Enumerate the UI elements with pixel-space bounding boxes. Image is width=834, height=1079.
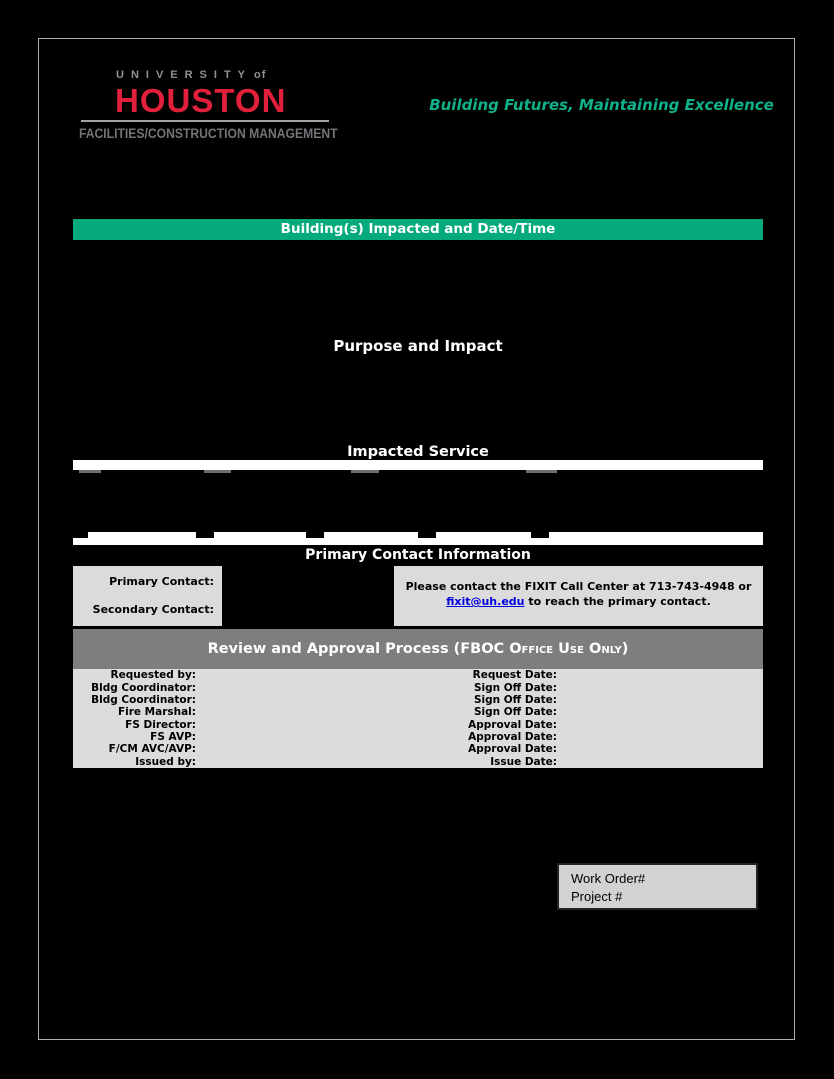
row-date-label: Approval Date: bbox=[468, 743, 557, 756]
table-row bbox=[73, 694, 763, 706]
logo-of-text: of bbox=[254, 69, 267, 81]
row-date-label: Request Date: bbox=[472, 669, 557, 682]
primary-contact-label: Primary Contact: bbox=[109, 575, 214, 588]
fixit-notice-line2: to reach the primary contact. bbox=[524, 595, 711, 608]
service-field-notch-2 bbox=[196, 532, 214, 538]
tagline: Building Futures, Maintaining Excellence bbox=[429, 96, 774, 114]
table-row bbox=[73, 669, 763, 681]
row-label: Issued by: bbox=[135, 755, 196, 768]
impacted-service-row-bottom bbox=[73, 532, 763, 545]
service-field-notch-5 bbox=[531, 532, 549, 538]
row-date-label: Issue Date: bbox=[490, 755, 557, 768]
service-field-notch-1 bbox=[73, 532, 88, 538]
work-order-label: Work Order# bbox=[571, 871, 646, 886]
fixit-email-link[interactable]: fixit@uh.edu bbox=[446, 595, 525, 608]
primary-contact-heading: Primary Contact Information bbox=[305, 547, 531, 563]
impacted-service-heading: Impacted Service bbox=[347, 444, 489, 460]
review-header-prefix: Review and Approval Process (FBOC bbox=[207, 641, 510, 657]
buildings-impacted-header: Building(s) Impacted and Date/Time bbox=[73, 219, 763, 240]
service-field-notch-3 bbox=[306, 532, 324, 538]
form-page bbox=[38, 38, 795, 1040]
service-field-stub-2[interactable] bbox=[204, 470, 231, 473]
row-date-label: Sign Off Date: bbox=[473, 693, 557, 706]
logo-university-line bbox=[116, 69, 266, 81]
row-date-label: Approval Date: bbox=[468, 718, 557, 731]
row-label: F/CM AVC/AVP: bbox=[108, 743, 196, 756]
review-header-suffix: ) bbox=[621, 641, 629, 657]
row-label: FS AVP: bbox=[150, 731, 196, 744]
row-date-label: Sign Off Date: bbox=[473, 706, 557, 719]
table-row bbox=[73, 756, 763, 768]
purpose-heading: Purpose and Impact bbox=[333, 337, 503, 355]
impacted-service-row-top bbox=[73, 460, 763, 470]
service-field-stub-1[interactable] bbox=[79, 470, 101, 473]
project-number-label: Project # bbox=[571, 889, 623, 904]
service-field-stub-4[interactable] bbox=[526, 470, 557, 473]
logo-houston-wordmark: HOUSTON bbox=[115, 82, 287, 119]
fixit-notice-line1: Please contact the FIXIT Call Center at 713-743-4948 or bbox=[405, 580, 752, 593]
review-approval-header bbox=[73, 629, 763, 669]
row-label: FS Director: bbox=[125, 718, 196, 731]
row-date-label: Approval Date: bbox=[468, 731, 557, 744]
table-row bbox=[73, 681, 763, 693]
row-label: Fire Marshal: bbox=[117, 706, 196, 719]
fixit-notice-panel bbox=[394, 566, 763, 626]
table-row bbox=[73, 719, 763, 731]
contact-labels-panel bbox=[73, 566, 222, 626]
review-header-smallcaps: Office Use Only bbox=[509, 641, 622, 657]
logo-department-line: FACILITIES/CONSTRUCTION MANAGEMENT bbox=[79, 126, 338, 141]
row-label: Requested by: bbox=[110, 669, 196, 682]
service-field-stub-3[interactable] bbox=[351, 470, 379, 473]
service-field-notch-4 bbox=[418, 532, 436, 538]
contact-input-area[interactable] bbox=[222, 566, 394, 626]
logo-university-text: UNIVERSITY bbox=[116, 69, 253, 81]
logo-divider bbox=[81, 120, 329, 122]
secondary-contact-label: Secondary Contact: bbox=[92, 603, 214, 616]
table-row bbox=[73, 743, 763, 755]
row-label: Bldg Coordinator: bbox=[91, 693, 196, 706]
work-order-box[interactable] bbox=[557, 863, 758, 910]
table-row bbox=[73, 731, 763, 743]
approval-table bbox=[73, 669, 763, 768]
row-label: Bldg Coordinator: bbox=[91, 681, 196, 694]
row-date-label: Sign Off Date: bbox=[473, 681, 557, 694]
table-row bbox=[73, 706, 763, 718]
